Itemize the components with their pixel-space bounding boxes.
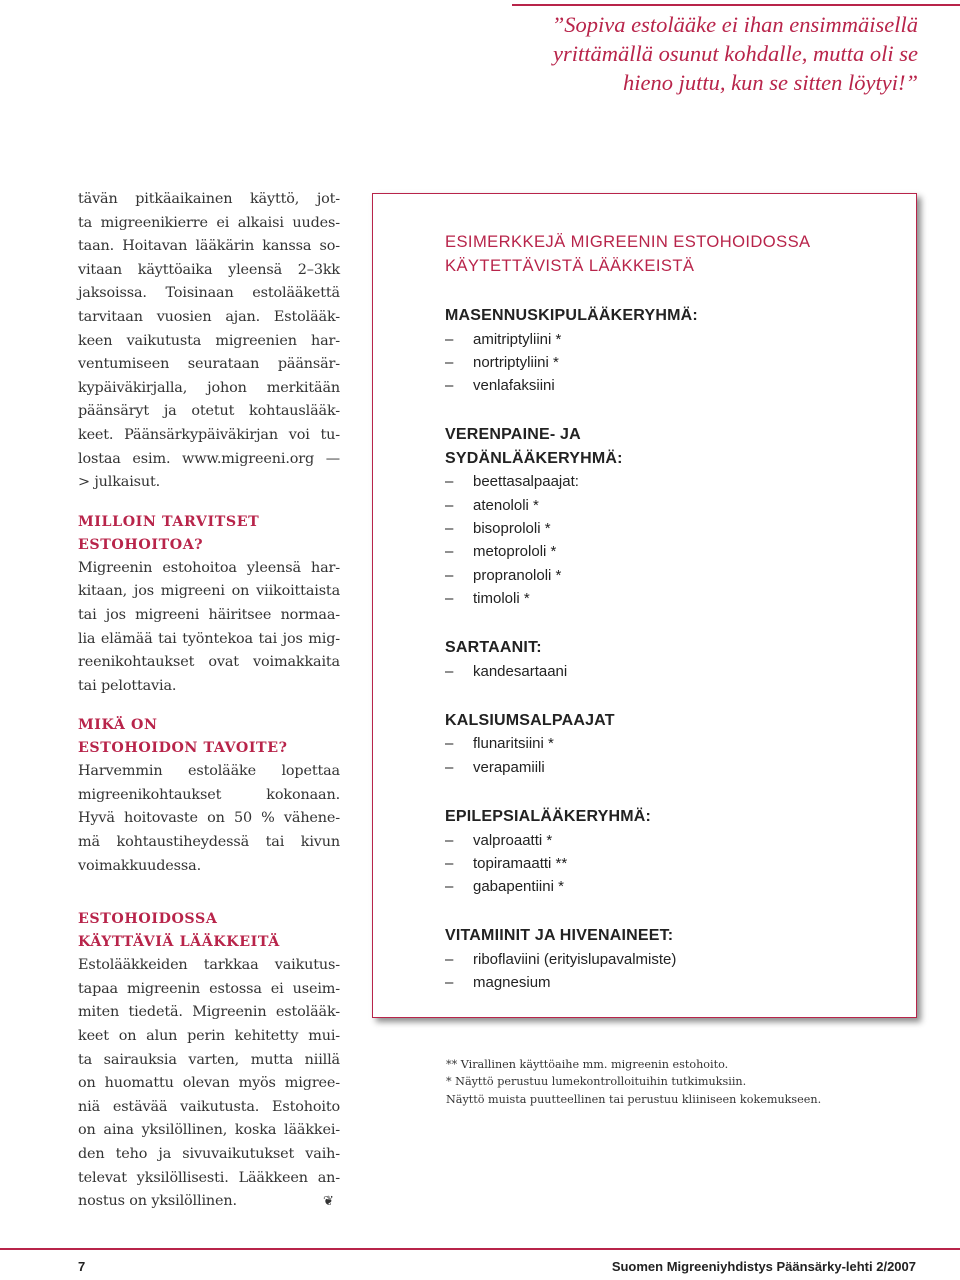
text-line: den teho ja sivuvaikutukset vaih- <box>78 1146 340 1162</box>
section-heading-line: KÄYTTÄVIÄ LÄÄKKEITÄ <box>78 934 280 951</box>
text-line: tävän pitkäaikainen käyttö, jot- <box>78 191 340 207</box>
medication-name: bisoprololi * <box>473 519 551 537</box>
medication-item <box>445 494 916 517</box>
dash-bullet-icon: – <box>445 758 454 776</box>
text-line: keet. Päänsärkypäiväkirjan voi tu- <box>78 426 340 443</box>
medication-name: beettasalpaajat: <box>473 473 579 491</box>
dash-bullet-icon: – <box>445 330 454 348</box>
medication-name: riboflaviini (erityislupavalmiste) <box>473 950 677 968</box>
text-line: reenikohtaukset ovat voimakkaita <box>78 654 340 671</box>
dash-bullet-icon: – <box>445 974 454 992</box>
dash-bullet-icon: – <box>445 662 454 680</box>
text-line: vitaan käyttöaika yleensä 2–3kk <box>78 261 340 278</box>
medication-group <box>445 636 916 683</box>
section-heading <box>78 511 340 557</box>
medication-name: venlafaksiini <box>473 377 555 395</box>
bottom-accent-rule <box>0 1248 960 1250</box>
dash-bullet-icon: – <box>445 831 454 849</box>
medication-group-heading-line: SYDÄNLÄÄKERYHMÄ: <box>445 449 623 467</box>
medication-name: nortriptyliini * <box>473 353 559 371</box>
dash-bullet-icon: – <box>445 543 454 561</box>
pull-quote <box>440 10 918 97</box>
medication-name: gabapentiini * <box>473 878 564 896</box>
section-heading-line: MILLOIN TARVITSET <box>78 513 260 530</box>
fleuron-end-icon: ❦ <box>322 1194 334 1210</box>
text-line: miten tiedetä. Migreenin estolääk- <box>78 1004 340 1021</box>
medication-group-heading <box>445 924 916 948</box>
medication-name: metoprololi * <box>473 543 557 561</box>
text-line: > julkaisut. <box>78 474 161 491</box>
pull-quote-line: ”Sopiva estolääke ei ihan ensimmäisellä <box>551 12 918 37</box>
text-line: on aina yksilöllinen, koska lääkkei- <box>78 1122 340 1139</box>
text-line: keet on alun perin kehitetty mui- <box>78 1028 340 1045</box>
dash-bullet-icon: – <box>445 496 454 514</box>
medication-name: topiramaatti ** <box>473 854 568 872</box>
dash-bullet-icon: – <box>445 589 454 607</box>
medication-group-heading-line: VERENPAINE- JA <box>445 426 581 444</box>
text-line: mä kohtaustiheydessä tai kivun <box>78 834 340 851</box>
medication-item <box>445 540 916 563</box>
text-line: migreenikohtaukset kokonaan. <box>78 786 340 803</box>
footnote: ** Virallinen käyttöaihe mm. migreenin estohoito. <box>446 1058 729 1071</box>
pull-quote-line: yrittämällä osunut kohdalle, mutta oli se <box>553 41 918 66</box>
left-column <box>78 188 340 1214</box>
medication-item <box>445 470 916 493</box>
medication-item <box>445 948 916 971</box>
text-line: ventumiseen seurataan päänsär- <box>78 356 340 373</box>
medication-item <box>445 971 916 994</box>
medication-group-heading-line: MASENNUSKIPULÄÄKERYHMÄ: <box>445 307 698 324</box>
medication-group <box>445 805 916 898</box>
medication-name: atenololi * <box>473 496 539 514</box>
medication-item <box>445 756 916 779</box>
medication-box <box>372 193 917 1018</box>
medication-group-heading-line: EPILEPSIALÄÄKERYHMÄ: <box>445 808 652 826</box>
page-number: 7 <box>78 1259 86 1274</box>
text-line: voimakkuudessa. <box>78 857 202 874</box>
medication-item <box>445 374 916 397</box>
medication-item <box>445 829 916 852</box>
text-line: keen vaikutusta migreenien har- <box>78 332 340 349</box>
medication-item <box>445 587 916 610</box>
section-heading-line: MIKÄ ON <box>78 717 158 734</box>
medication-item <box>445 328 916 351</box>
text-line: tapaa migreenin estossa ei useim- <box>78 980 340 997</box>
text-line: lostaa esim. www.migreeni.org — <box>78 450 340 467</box>
dash-bullet-icon: – <box>445 566 454 584</box>
dash-bullet-icon: – <box>445 878 454 896</box>
medication-group-heading-line: SARTAANIT: <box>445 639 542 657</box>
section-paragraph <box>78 760 340 878</box>
text-line: tai jos migreeni häiritsee normaa- <box>78 606 340 623</box>
dash-bullet-icon: – <box>445 854 454 872</box>
medication-group-heading <box>445 805 916 829</box>
text-line: tarvitaan vuosien ajan. Estolääk- <box>78 308 340 325</box>
section-heading <box>78 908 340 954</box>
publication-footer: Suomen Migreeniyhdistys Päänsärky-lehti 2/2007 <box>611 1259 916 1274</box>
text-line: taan. Hoitavan lääkärin kanssa so- <box>78 238 340 255</box>
dash-bullet-icon: – <box>445 735 454 753</box>
medication-name: magnesium <box>473 974 551 992</box>
dash-bullet-icon: – <box>445 473 454 491</box>
medication-item <box>445 660 916 683</box>
section-heading-line: ESTOHOIDON TAVOITE? <box>78 740 288 757</box>
medication-group-heading-line: VITAMIINIT JA HIVENAINEET: <box>445 927 674 945</box>
medication-item <box>445 351 916 374</box>
medication-name: kandesartaani <box>473 662 568 680</box>
medication-item <box>445 564 916 587</box>
footnote: * Näyttö perustuu lumekontrolloituihin tutkimuksiin. <box>446 1075 747 1089</box>
medication-groups <box>445 304 916 995</box>
medication-item <box>445 875 916 898</box>
text-line: tai pelottavia. <box>78 677 177 694</box>
text-line: televat yksilöllisesti. Lääkkeen an- <box>78 1169 340 1186</box>
medication-group <box>445 304 916 397</box>
section-paragraph <box>78 954 340 1214</box>
footnotes <box>446 1056 906 1108</box>
dash-bullet-icon: – <box>445 353 454 371</box>
section-paragraph <box>78 557 340 699</box>
text-line: Hyvä hoitovaste on 50 % vähene- <box>78 810 340 827</box>
medication-group <box>445 924 916 994</box>
box-title <box>445 230 916 278</box>
medication-name: amitriptyliini * <box>473 330 562 348</box>
section-heading-line: ESTOHOITOA? <box>78 536 204 553</box>
medication-name: verapamiili <box>473 758 545 776</box>
text-line-content: nostus on yksilöllinen. <box>78 1193 237 1210</box>
medication-group-heading <box>445 423 916 470</box>
text-line: niä estävää vaikutusta. Estohoito <box>78 1098 340 1115</box>
text-line: ta migreenikierre ei alkaisi uudes- <box>78 214 340 231</box>
box-title-line: ESIMERKKEJÄ MIGREENIN ESTOHOIDOSSA <box>445 232 811 251</box>
top-accent-rule <box>512 4 960 6</box>
text-line: kitaan, jos migreeni on viikoittaista <box>78 583 340 600</box>
medication-group-heading-line: KALSIUMSALPAAJAT <box>445 711 615 729</box>
text-line: kypäiväkirjalla, johon merkitään <box>78 379 340 396</box>
medication-name: flunaritsiini * <box>473 735 554 753</box>
medication-item <box>445 732 916 755</box>
section-heading-line: ESTOHOIDOSSA <box>78 911 218 928</box>
medication-group <box>445 423 916 610</box>
medication-item <box>445 517 916 540</box>
text-line: lia elämää tai työntekoa tai jos mig- <box>78 630 340 647</box>
dash-bullet-icon: – <box>445 519 454 537</box>
intro-paragraph <box>78 188 340 495</box>
medication-group <box>445 709 916 779</box>
text-line: päänsäryt ja otetut kohtauslääk- <box>78 403 340 420</box>
section-heading <box>78 714 340 760</box>
text-line <box>78 1190 340 1214</box>
text-line: on huomattu olevan myös migree- <box>78 1075 340 1092</box>
medication-name: propranololi * <box>473 566 562 584</box>
medication-item <box>445 852 916 875</box>
dash-bullet-icon: – <box>445 950 454 968</box>
text-line: ta sairauksia varten, mutta niillä <box>78 1051 340 1068</box>
medication-group-heading <box>445 636 916 660</box>
medication-group-heading <box>445 304 916 328</box>
text-line: Harvemmin estolääke lopettaa <box>78 763 340 780</box>
pull-quote-line: hieno juttu, kun se sitten löytyi!” <box>623 70 918 95</box>
text-line: Estolääkkeiden tarkkaa vaikutus- <box>78 957 340 974</box>
text-line: Migreenin estohoitoa yleensä har- <box>78 559 340 576</box>
medication-name: timololi * <box>473 589 530 607</box>
medication-name: valproaatti * <box>473 831 553 849</box>
box-title-line: KÄYTETTÄVISTÄ LÄÄKKEISTÄ <box>445 256 695 275</box>
medication-group-heading <box>445 709 916 733</box>
footnote: Näyttö muista puutteellinen tai perustuu kliiniseen kokemukseen. <box>446 1092 822 1106</box>
text-line: jaksoissa. Toisinaan estolääkettä <box>78 285 340 302</box>
dash-bullet-icon: – <box>445 377 454 395</box>
